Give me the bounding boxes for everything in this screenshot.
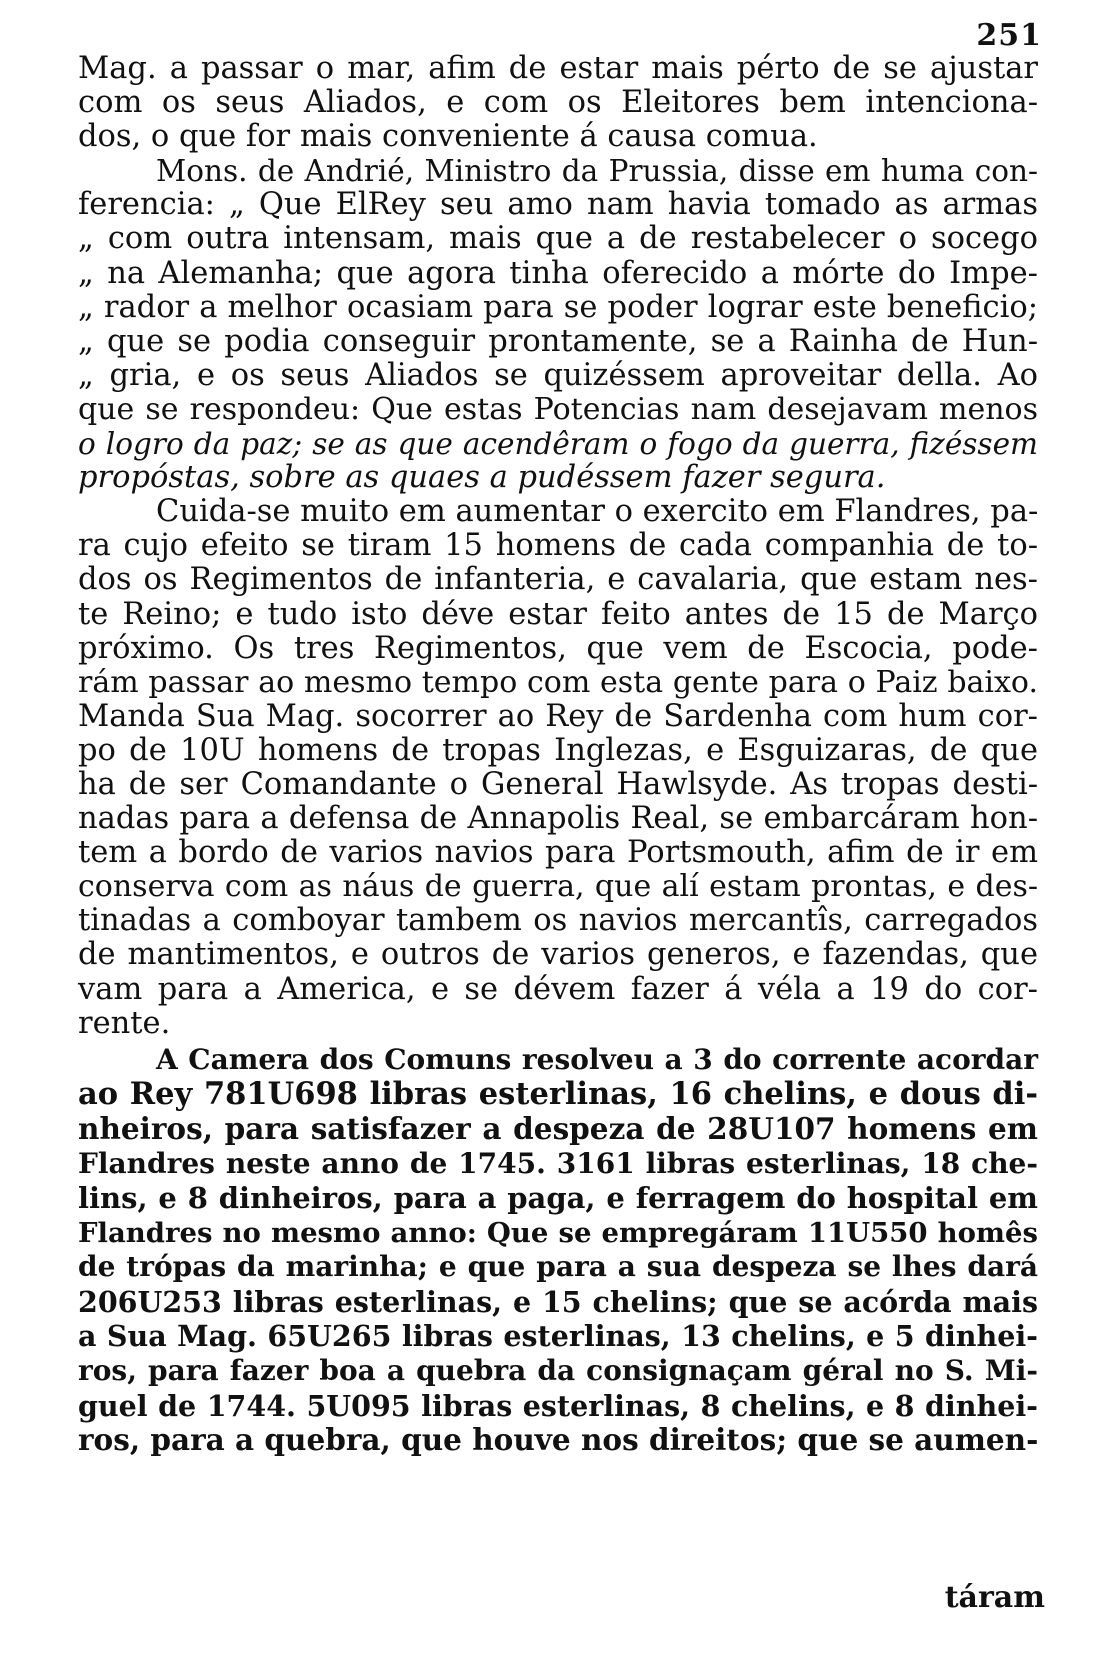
paragraph (78, 495, 1038, 1041)
text-line: „ rador a melhor ocasiam para se poder lograr este beneficio; (78, 289, 1038, 325)
page-body (78, 52, 1038, 1458)
text-line: rente. (78, 1005, 171, 1041)
text-line: próximo. Os tres Regimentos, que vem de Escocia, pode- (78, 630, 1038, 666)
page-number: 251 (976, 18, 1042, 53)
text-line: Mons. de Andrié, Ministro da Prussia, disse em huma con- (156, 154, 1038, 189)
text-line: guel de 1744. 5U095 libras esterlinas, 8 chelins, e 8 dinhei- (78, 1388, 1038, 1423)
text-line: ha de ser Comandante o General Hawlsyde. As tropas desti- (78, 766, 1038, 802)
text-line: „ com outra intensam, mais que a de restabelecer o socego (78, 221, 1038, 257)
text-line: tem a bordo de varios navios para Portsmouth, afim de ir em (78, 835, 1038, 871)
text-line: nadas para a defensa de Annapolis Real, se embarcáram hon- (78, 801, 1038, 837)
text-line: de mantimentos, e outros de varios generos, e fazendas, que (78, 937, 1038, 973)
text-line: Flandres neste anno de 1745. 3161 libras esterlinas, 18 che- (78, 1146, 1038, 1180)
text-line: o logro da paz; se as que acendêram o fogo da guerra, fizéssem (78, 427, 1038, 462)
text-line: Flandres no mesmo anno: Que se empregáram 11U550 homês (78, 1216, 1038, 1249)
paragraph (78, 1043, 1038, 1458)
text-line: Cuida-se muito em aumentar o exercito em Flandres, pa- (156, 494, 1039, 530)
text-line: dos os Regimentos de infanteria, e cavalaria, que estam nes- (78, 562, 1038, 598)
text-line: ra cujo efeito se tiram 15 homens de cada companhia de to- (78, 528, 1038, 564)
text-line: Manda Sua Mag. socorrer ao Rey de Sardenha com hum cor- (78, 698, 1038, 734)
text-line: nheiros, para satisfazer a despeza de 28U107 homens em (78, 1110, 1038, 1146)
text-line: tinadas a comboyar tambem os navios mercantîs, carregados (78, 903, 1038, 939)
text-line: ros, para a quebra, que houve nos direitos; que se aumen- (78, 1422, 1039, 1458)
text-line: conserva com as náus de guerra, que alí estam prontas, e des- (78, 869, 1038, 905)
catchword: táram (944, 1580, 1045, 1615)
text-line: dos, o que for mais conveniente á causa comua. (78, 119, 818, 155)
text-line: com os seus Aliados, e com os Eleitores bem intenciona- (78, 85, 1038, 121)
text-line: ros, para fazer boa a quebra da consignaçam géral no S. Mi- (78, 1354, 1038, 1388)
paragraph (78, 52, 1038, 154)
text-line: A Camera dos Comuns resolveu a 3 do corrente acordar (156, 1042, 1038, 1076)
text-line: po de 10U homens de tropas Inglezas, e Esguizaras, de que (78, 732, 1038, 768)
text-line: ferencia: „ Que ElRey seu amo nam havia tomado as armas (78, 187, 1038, 223)
text-line: ao Rey 781U698 libras esterlinas, 16 chelins, e dous di- (78, 1076, 1038, 1113)
paragraph (78, 154, 1038, 495)
text-line: rám passar ao mesmo tempo com esta gente para o Paiz baixo. (78, 664, 1038, 700)
text-line: de trópas da marinha; e que para a sua despeza se lhes dará (78, 1250, 1038, 1284)
text-line: „ que se podia conseguir prontamente, se a Rainha de Hun- (78, 323, 1038, 359)
text-line: te Reino; e tudo isto déve estar feito antes de 15 de Março (78, 596, 1038, 632)
text-line: „ na Alemanha; que agora tinha oferecido a mórte do Impe- (78, 255, 1038, 291)
text-line: 206U253 libras esterlinas, e 15 chelins; que se acórda mais (78, 1284, 1038, 1319)
text-line: a Sua Mag. 65U265 libras esterlinas, 13 chelins, e 5 dinhei- (78, 1319, 1038, 1354)
text-line: lins, e 8 dinheiros, para a paga, e ferragem do hospital em (78, 1181, 1038, 1216)
text-line: que se respondeu: Que estas Potencias nam desejavam menos (78, 391, 1038, 427)
text-line: propóstas, sobre as quaes a pudéssem fazer segura. (78, 460, 886, 496)
text-line: Mag. a passar o mar, afim de estar mais pérto de se ajustar (78, 51, 1038, 86)
text-line: vam para a America, e se dévem fazer á véla a 19 do cor- (78, 971, 1038, 1007)
text-line: „ gria, e os seus Aliados se quizéssem aproveitar della. Ao (78, 357, 1038, 393)
